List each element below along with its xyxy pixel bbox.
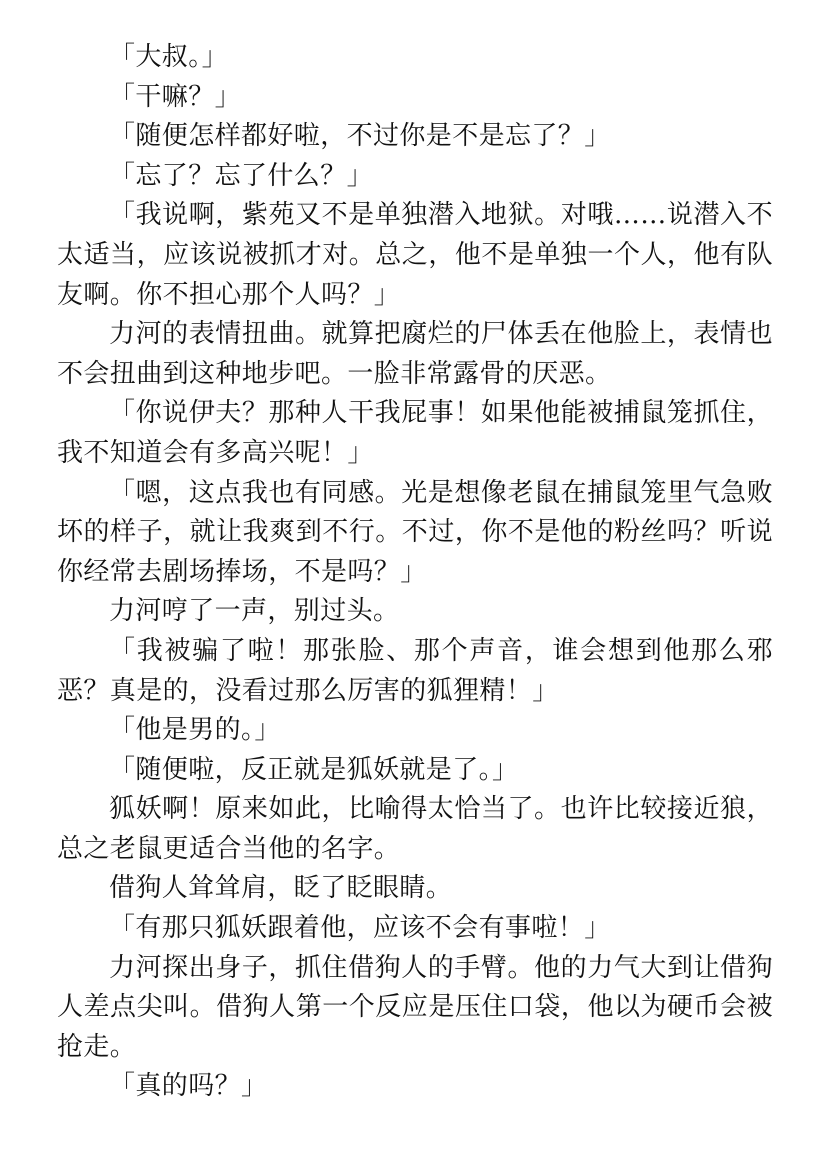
paragraph: 「有那只狐妖跟着他，应该不会有事啦！」 <box>109 913 611 944</box>
paragraph: 力河哼了一声，别过头。 <box>109 596 400 627</box>
paragraph: 「他是男的。」 <box>109 715 281 746</box>
paragraph: 「随便怎样都好啦，不过你是不是忘了？」 <box>109 121 611 152</box>
paragraph: 「我被骗了啦！那张脸、那个声音，谁会想到他那么邪恶？真是的，没看过那么厉害的狐狸精！」 <box>57 635 773 706</box>
body-text <box>57 38 773 1107</box>
paragraph: 力河的表情扭曲。就算把腐烂的尸体丢在他脸上，表情也不会扭曲到这种地步吧。一脸非常露骨的厌恶。 <box>57 319 773 389</box>
paragraph: 「忘了？忘了什么？」 <box>109 160 374 191</box>
paragraph: 「我说啊，紫苑又不是单独潜入地狱。对哦……说潜入不太适当，应该说被抓才对。总之，他不是单独一个人，他有队友啊。你不担心那个人吗？」 <box>57 200 773 310</box>
paragraph: 「真的吗？」 <box>109 1071 268 1102</box>
paragraph: 狐妖啊！原来如此，比喻得太恰当了。也许比较接近狼，总之老鼠更适合当他的名字。 <box>57 794 773 864</box>
paragraph: 力河探出身子，抓住借狗人的手臂。他的力气大到让借狗人差点尖叫。借狗人第一个反应是压住口袋，他以为硬币会被抢走。 <box>57 952 773 1062</box>
paragraph: 「你说伊夫？那种人干我屁事！如果他能被捕鼠笼抓住，我不知道会有多高兴呢！」 <box>57 398 773 468</box>
paragraph: 「随便啦，反正就是狐妖就是了。」 <box>109 754 519 785</box>
paragraph: 借狗人耸耸肩，眨了眨眼睛。 <box>109 873 453 904</box>
paragraph: 「嗯，这点我也有同感。光是想像老鼠在捕鼠笼里气急败坏的样子，就让我爽到不行。不过，你不是他的粉丝吗？听说你经常去剧场捧场，不是吗？」 <box>57 477 773 587</box>
paragraph: 「大叔。」 <box>109 42 229 72</box>
paragraph: 「干嘛？」 <box>109 81 242 112</box>
